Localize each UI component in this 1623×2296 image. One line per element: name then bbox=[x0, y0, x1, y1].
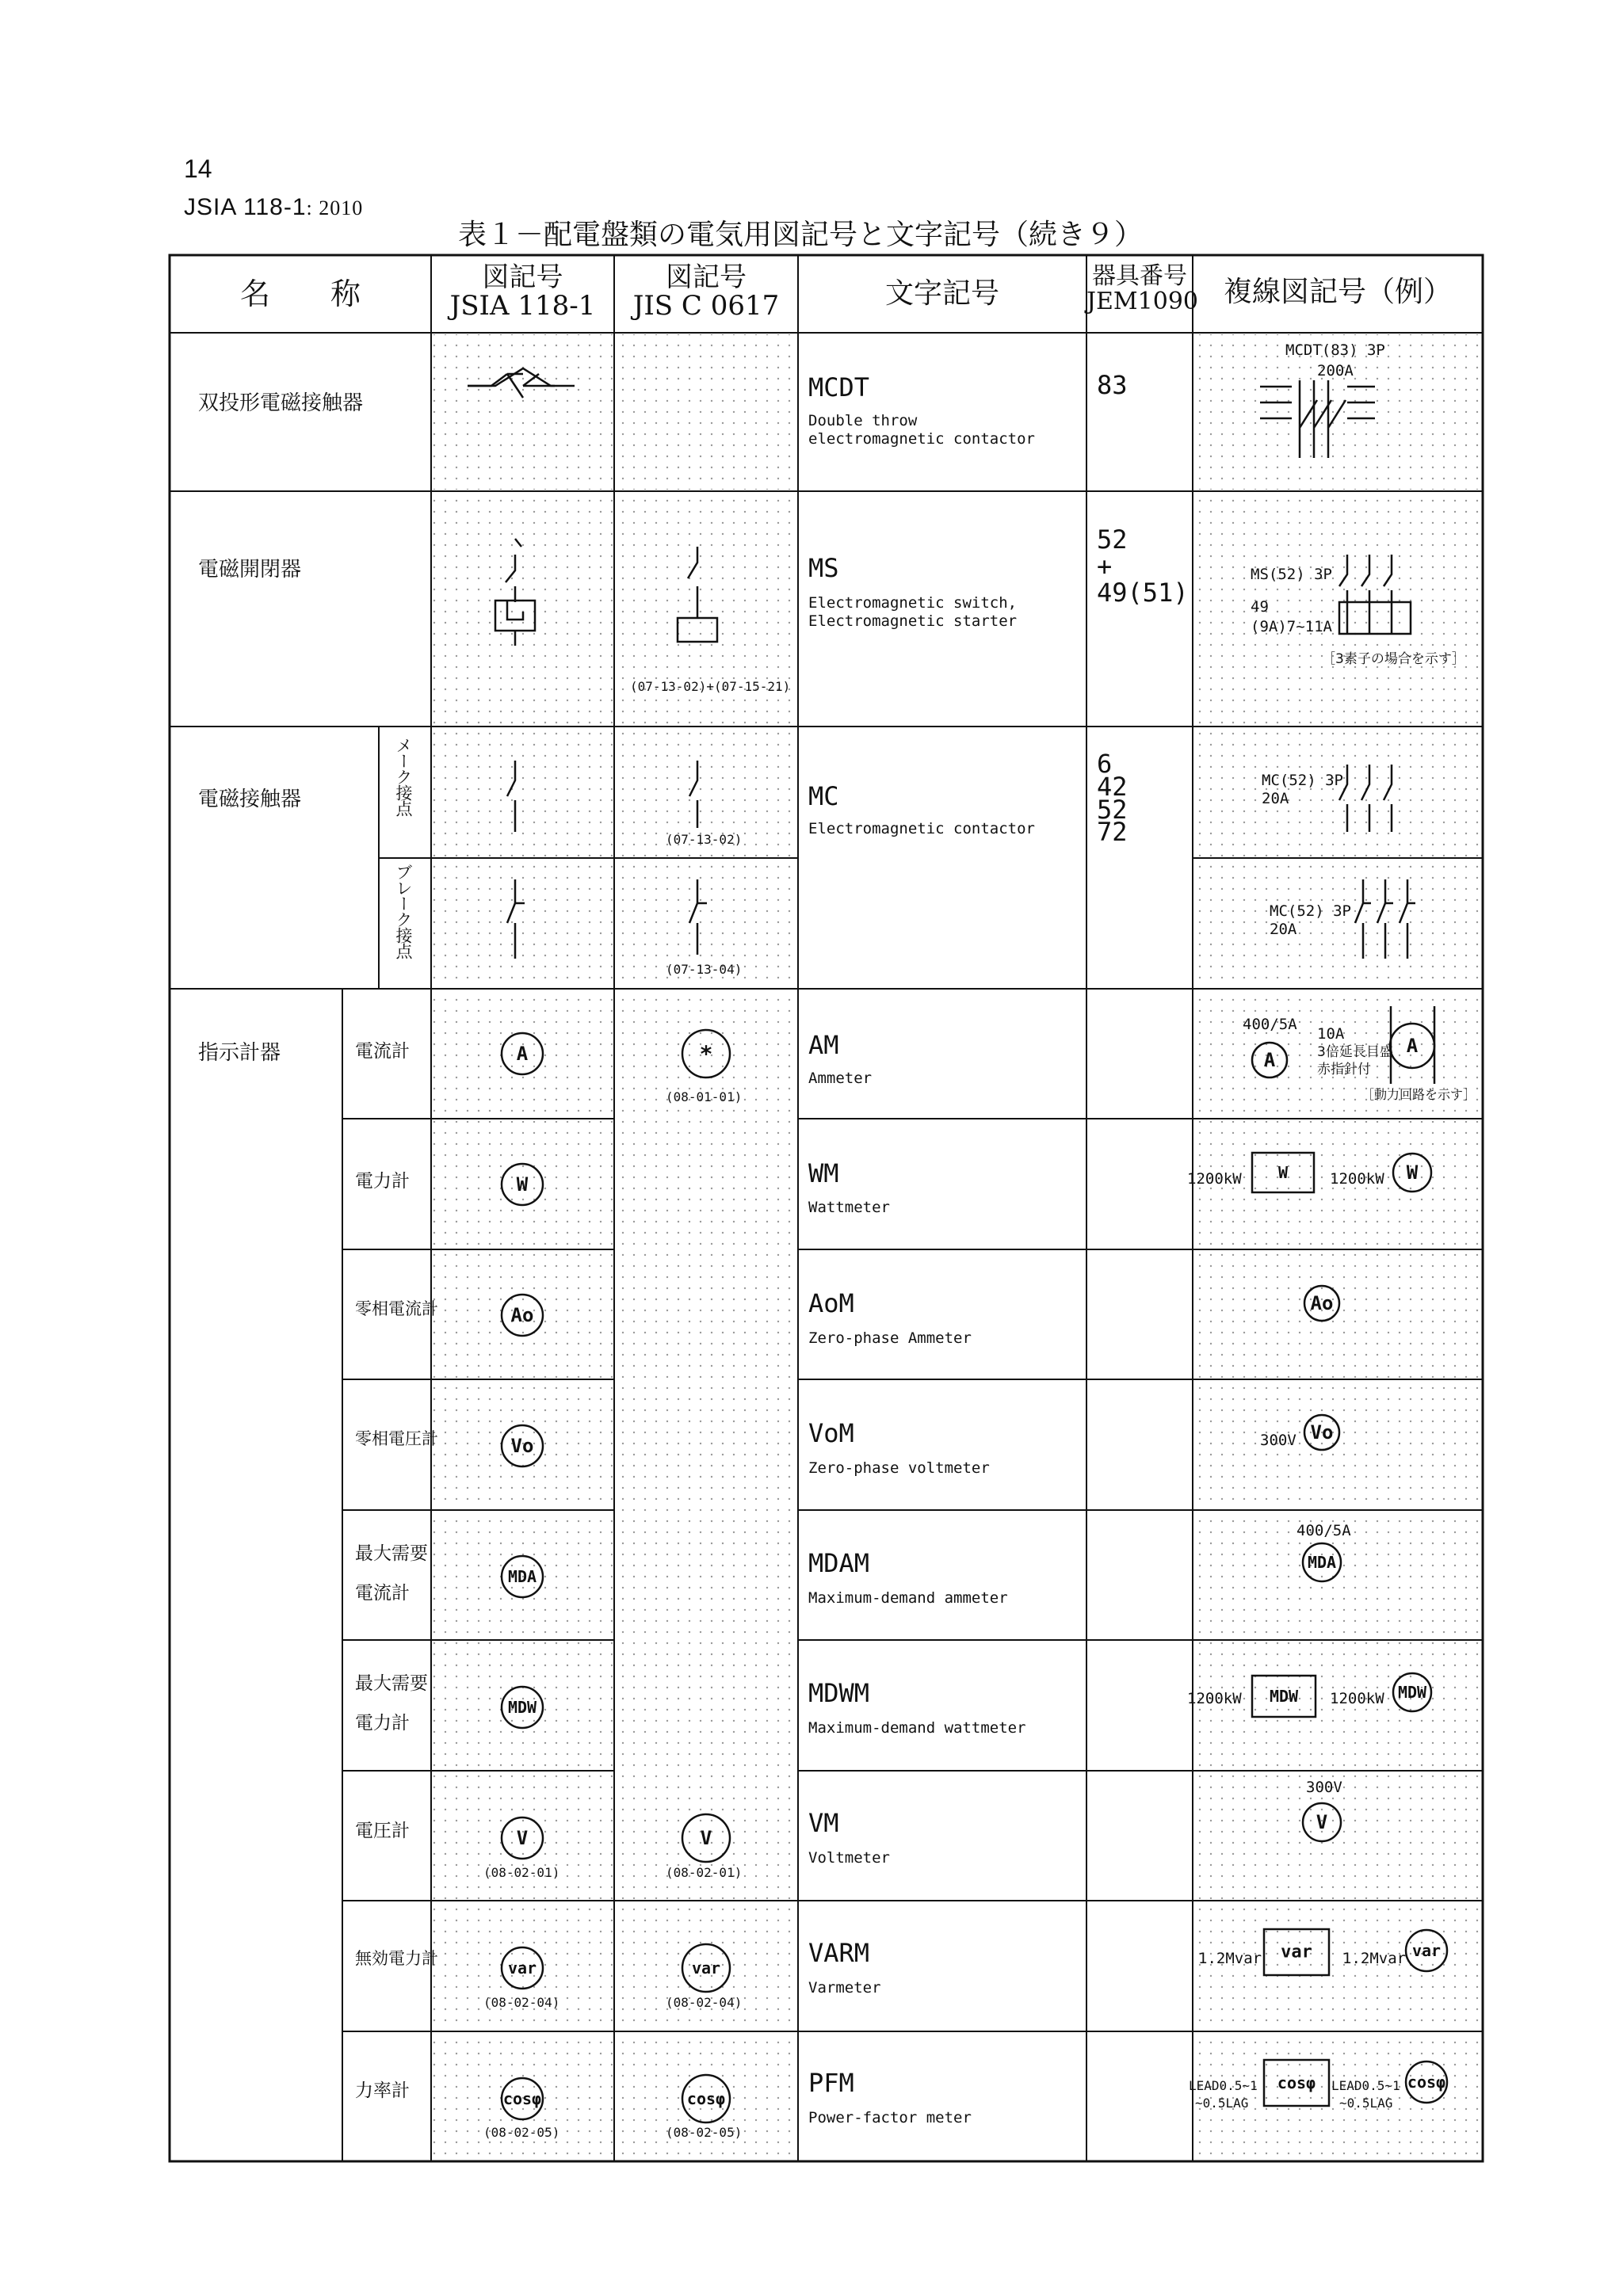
ref-jis-ms: (07-13-02)+(07-15-21) bbox=[630, 679, 791, 694]
code-aom: AoM bbox=[808, 1288, 854, 1318]
header-jem-line1: 器具番号 bbox=[1092, 262, 1187, 290]
header-jem-line2: JEM1090 bbox=[1086, 287, 1198, 315]
ml-mc-make-label2: 20A bbox=[1262, 790, 1289, 807]
code-vm: VM bbox=[808, 1808, 839, 1838]
code-mc: MC bbox=[808, 781, 839, 811]
ml-pfm-right1: LEAD0.5~1 bbox=[1331, 2078, 1400, 2093]
desc-pfm-1: Power-factor meter bbox=[808, 2109, 972, 2126]
meter-am-jsia-label: A bbox=[516, 1043, 529, 1065]
ml-mdwm-right: 1200kW bbox=[1330, 1690, 1384, 1707]
row-name-varm: 無効電力計 bbox=[355, 1949, 438, 1968]
row-name-am: 電流計 bbox=[355, 1041, 410, 1062]
ml-mdwm-left: 1200kW bbox=[1187, 1690, 1242, 1707]
meter-varm-jsia-label: var bbox=[507, 1958, 537, 1978]
table-title: 表１－配電盤類の電気用図記号と文字記号（続き９） bbox=[458, 219, 1144, 251]
meter-am-jis-label: * bbox=[699, 1040, 713, 1067]
ml-meter-mdwm-label: MDW bbox=[1397, 1683, 1427, 1702]
ml-ms-label2: 49 bbox=[1251, 598, 1269, 616]
mc-ml-make-icon bbox=[1339, 765, 1347, 832]
meter-vm-jis-label: V bbox=[700, 1827, 712, 1849]
jem-mcdt: 83 bbox=[1097, 370, 1128, 400]
header-multiline: 複線図記号（例） bbox=[1223, 276, 1452, 308]
standard-code-text: JSIA 118-1 bbox=[184, 194, 307, 220]
ml-varm-box-label: var bbox=[1281, 1942, 1312, 1962]
row-name-aom: 零相電流計 bbox=[355, 1299, 438, 1318]
ml-ms-label3: (9A)7~11A bbox=[1251, 618, 1332, 635]
ml-varm-left: 1.2Mvar bbox=[1198, 1950, 1262, 1967]
ms-thermal-relay-icon bbox=[495, 601, 535, 631]
desc-ms-2: Electromagnetic starter bbox=[808, 612, 1018, 630]
ms-ml-relay-icon bbox=[1339, 602, 1411, 634]
row-name-mdwm-1: 最大需要 bbox=[355, 1673, 428, 1694]
row-name-ms: 電磁開閉器 bbox=[198, 558, 302, 582]
ref-jis-mc-break: (07-13-04) bbox=[666, 962, 743, 977]
meter-vom-jsia-label: Vo bbox=[510, 1435, 534, 1457]
ms-ml-contact-icon bbox=[1384, 555, 1392, 634]
mc-sub-make: メーク接点 bbox=[394, 737, 413, 816]
ml-wm-box-label: W bbox=[1277, 1163, 1289, 1182]
jem-mc: 6 42 52 72 bbox=[1097, 749, 1128, 848]
code-wm: WM bbox=[808, 1158, 839, 1188]
jem-ms: 52 + 49(51) bbox=[1097, 524, 1189, 608]
mc-sub-break: ブレーク接点 bbox=[394, 864, 413, 959]
ms-switch-icon bbox=[506, 539, 521, 602]
desc-mcdt-2: electromagnetic contactor bbox=[808, 430, 1035, 448]
ref-jis-varm: (08-02-04) bbox=[666, 1995, 743, 2010]
desc-mc-1: Electromagnetic contactor bbox=[808, 820, 1035, 837]
row-name-mc: 電磁接触器 bbox=[198, 788, 302, 811]
mc-ml-make-icon bbox=[1361, 765, 1369, 832]
ml-meter-vm-label: V bbox=[1316, 1811, 1328, 1833]
row-name-indicator-group: 指示計器 bbox=[198, 1041, 281, 1065]
mc-make-jis-icon bbox=[689, 761, 697, 828]
ref-jsia-pfm: (08-02-05) bbox=[483, 2125, 560, 2140]
meter-mdam-jsia-label: MDA bbox=[507, 1567, 537, 1586]
row-name-mdam-2: 電流計 bbox=[355, 1583, 410, 1604]
double-throw-contact-icon bbox=[468, 368, 575, 386]
meter-wm-jsia-label: W bbox=[516, 1173, 529, 1196]
ml-meter-vom-label: Vo bbox=[1310, 1421, 1334, 1444]
ml-vm-top: 300V bbox=[1306, 1779, 1342, 1796]
ml-meter-pfm-label: cosφ bbox=[1407, 2073, 1446, 2092]
header-jis-line1: 図記号 bbox=[666, 261, 747, 293]
ms-ml-contact-icon bbox=[1361, 555, 1369, 634]
ref-jis-am: (08-01-01) bbox=[666, 1089, 743, 1104]
meter-aom-jsia-label: Ao bbox=[510, 1304, 534, 1326]
mc-ml-break-icon bbox=[1400, 879, 1415, 959]
ms-ml-contact-icon bbox=[1339, 555, 1347, 634]
page-number: 14 bbox=[184, 154, 212, 183]
desc-am-1: Ammeter bbox=[808, 1070, 873, 1087]
ml-pfm-left1: LEAD0.5~1 bbox=[1189, 2078, 1258, 2093]
ml-ms-note: ［3素子の場合を示す］ bbox=[1322, 651, 1465, 667]
code-am: AM bbox=[808, 1030, 839, 1060]
ml-mc-make-label1: MC(52) 3P bbox=[1262, 772, 1343, 789]
code-vom: VoM bbox=[808, 1418, 854, 1448]
ml-meter-am-large-label: A bbox=[1406, 1035, 1419, 1057]
mc-break-icon bbox=[507, 879, 525, 959]
ml-mc-break-label1: MC(52) 3P bbox=[1270, 902, 1351, 920]
desc-vm-1: Voltmeter bbox=[808, 1849, 890, 1867]
ml-pfm-box-label: cosφ bbox=[1277, 2073, 1316, 2092]
mcdt-ml-contact-icon bbox=[1328, 380, 1346, 458]
mc-make-icon bbox=[507, 761, 515, 832]
ml-wm-left: 1200kW bbox=[1187, 1170, 1242, 1188]
code-ms: MS bbox=[808, 553, 839, 583]
ml-am-ct: 400/5A bbox=[1243, 1016, 1297, 1033]
code-pfm: PFM bbox=[808, 2068, 854, 2098]
mc-ml-break-icon bbox=[1377, 879, 1393, 959]
ml-ms-label1: MS(52) 3P bbox=[1251, 566, 1332, 583]
desc-varm-1: Varmeter bbox=[808, 1979, 881, 1997]
row-name-mdam-1: 最大需要 bbox=[355, 1543, 428, 1564]
ml-pfm-right2: ~0.5LAG bbox=[1339, 2096, 1393, 2111]
meter-vm-jsia-label: V bbox=[516, 1827, 529, 1849]
header-jis-line2: JIS C 0617 bbox=[632, 289, 780, 322]
meter-mdwm-jsia-label: MDW bbox=[507, 1698, 537, 1717]
ml-am-note3: 赤指針付 bbox=[1317, 1062, 1371, 1077]
ml-mcdt-label1: MCDT(83) 3P bbox=[1285, 341, 1385, 359]
meter-pfm-jis-label: cosφ bbox=[686, 2089, 726, 2108]
desc-mdwm-1: Maximum-demand wattmeter bbox=[808, 1719, 1026, 1737]
ml-meter-mdam-label: MDA bbox=[1307, 1553, 1337, 1572]
code-varm: VARM bbox=[808, 1938, 870, 1968]
row-name-vm: 電圧計 bbox=[355, 1821, 410, 1841]
desc-mdam-1: Maximum-demand ammeter bbox=[808, 1589, 1008, 1607]
header-letter-symbol: 文字記号 bbox=[884, 277, 999, 310]
code-mcdt: MCDT bbox=[808, 372, 870, 402]
header-jsia-line1: 図記号 bbox=[482, 261, 563, 293]
ref-jis-vm: (08-02-01) bbox=[666, 1865, 743, 1880]
row-name-vom: 零相電圧計 bbox=[355, 1429, 438, 1448]
row-name-wm: 電力計 bbox=[355, 1171, 410, 1192]
header-name: 名 称 bbox=[239, 277, 361, 311]
ref-jis-mc-make: (07-13-02) bbox=[666, 832, 743, 847]
meter-pfm-jsia-label: cosφ bbox=[502, 2089, 542, 2108]
desc-vom-1: Zero-phase voltmeter bbox=[808, 1459, 990, 1477]
row-name-mdwm-2: 電力計 bbox=[355, 1713, 410, 1733]
header-jsia-line2: JSIA 118-1 bbox=[449, 289, 596, 322]
ml-mdam-ct: 400/5A bbox=[1296, 1522, 1351, 1539]
mc-break-jis-icon bbox=[689, 879, 707, 955]
ml-am-note1: 10A bbox=[1317, 1025, 1345, 1043]
desc-wm-1: Wattmeter bbox=[808, 1199, 890, 1216]
desc-mcdt-1: Double throw bbox=[808, 412, 918, 429]
row-name-pfm: 力率計 bbox=[355, 2081, 410, 2101]
standard-year: : 2010 bbox=[306, 196, 364, 219]
ml-pfm-left2: ~0.5LAG bbox=[1195, 2096, 1249, 2111]
ml-mc-break-label2: 20A bbox=[1270, 921, 1297, 938]
ref-jsia-varm: (08-02-04) bbox=[483, 1995, 560, 2010]
ml-meter-wm-label: W bbox=[1406, 1161, 1419, 1184]
ml-meter-am-small-label: A bbox=[1263, 1049, 1276, 1071]
ms-relay-line-icon bbox=[507, 601, 523, 646]
ms-jis-switch-icon bbox=[688, 547, 697, 618]
ml-mdwm-box-label: MDW bbox=[1269, 1687, 1299, 1706]
ml-wm-right: 1200kW bbox=[1330, 1170, 1384, 1188]
ml-mcdt-label2: 200A bbox=[1317, 362, 1354, 379]
ref-jsia-vm: (08-02-01) bbox=[483, 1865, 560, 1880]
mc-ml-make-icon bbox=[1384, 765, 1392, 832]
desc-aom-1: Zero-phase Ammeter bbox=[808, 1329, 972, 1347]
mc-ml-break-icon bbox=[1355, 879, 1371, 959]
ms-jis-relay-icon bbox=[678, 618, 717, 642]
ref-jis-pfm: (08-02-05) bbox=[666, 2125, 743, 2140]
ml-vom-left: 300V bbox=[1260, 1432, 1296, 1449]
desc-ms-1: Electromagnetic switch, bbox=[808, 594, 1018, 612]
ml-meter-varm-label: var bbox=[1411, 1941, 1442, 1960]
row-name-mcdt: 双投形電磁接触器 bbox=[198, 391, 364, 415]
meter-varm-jis-label: var bbox=[691, 1958, 721, 1978]
code-mdwm: MDWM bbox=[808, 1678, 870, 1708]
ml-am-note4: ［動力回路を示す］ bbox=[1361, 1087, 1476, 1102]
ml-varm-right: 1.2Mvar bbox=[1342, 1950, 1407, 1967]
code-mdam: MDAM bbox=[808, 1548, 870, 1578]
ml-meter-aom-label: Ao bbox=[1310, 1292, 1334, 1314]
ml-am-note2: 3倍延長目盛 bbox=[1317, 1044, 1393, 1060]
